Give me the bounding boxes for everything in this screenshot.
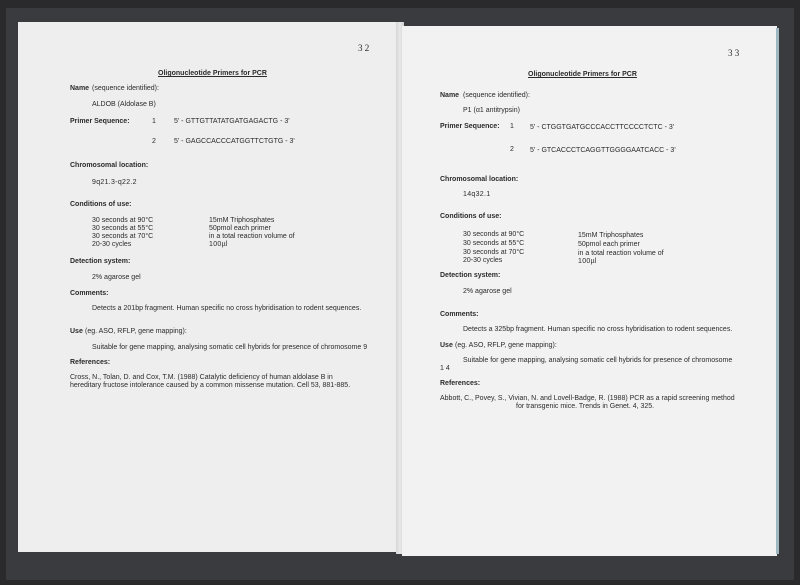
use-sub-label: (eg. ASO, RFLP, gene mapping): bbox=[85, 328, 187, 335]
name-value: P1 (α1 antitrypsin) bbox=[463, 107, 520, 114]
comments-label: Comments: bbox=[440, 311, 479, 318]
reference-line: Abbott, C., Povey, S., Vivian, N. and Lovell-Badge, R. (1988) PCR as a rapid screening method bbox=[440, 395, 735, 402]
detection-value: 2% agarose gel bbox=[463, 288, 512, 295]
use-sub-label: (eg. ASO, RFLP, gene mapping): bbox=[455, 342, 557, 349]
condition-right: in a total reaction volume of bbox=[578, 250, 664, 257]
conditions-label: Conditions of use: bbox=[440, 213, 502, 220]
left-page bbox=[18, 22, 398, 552]
condition-left: 30 seconds at 70°C bbox=[463, 249, 525, 256]
primer2-number: 2 bbox=[510, 146, 514, 153]
primer2-sequence: 5' - GTCACCCTCAGGTTGGGGAATCACC - 3' bbox=[530, 147, 676, 154]
page-number: 3 2 bbox=[358, 43, 370, 53]
use-label: Use bbox=[70, 328, 83, 335]
condition-left: 30 seconds at 90°C bbox=[92, 217, 154, 224]
page-number: 3 3 bbox=[728, 48, 740, 58]
comments-label: Comments: bbox=[70, 290, 109, 297]
condition-left: 30 seconds at 90°C bbox=[463, 231, 525, 238]
primer1-number: 1 bbox=[510, 123, 514, 130]
condition-left: 30 seconds at 55°C bbox=[92, 225, 154, 232]
detection-label: Detection system: bbox=[70, 258, 131, 265]
chromosomal-location-label: Chromosomal location: bbox=[70, 162, 149, 169]
reference-line: for transgenic mice. Trends in Genet. 4, 325. bbox=[516, 403, 655, 410]
primer1-number: 1 bbox=[152, 118, 156, 125]
primer1-sequence: 5' - CTGGTGATGCCCACCTTCCCCTCTC - 3' bbox=[530, 124, 675, 131]
condition-right: 100µl bbox=[578, 258, 597, 265]
reference-line: Cross, N., Tolan, D. and Cox, T.M. (1988) Catalytic deficiency of human aldolase B in bbox=[70, 374, 333, 381]
condition-left: 30 seconds at 70°C bbox=[92, 233, 154, 240]
condition-left: 30 seconds at 55°C bbox=[463, 240, 525, 247]
conditions-label: Conditions of use: bbox=[70, 201, 132, 208]
detection-value: 2% agarose gel bbox=[92, 274, 141, 281]
detection-label: Detection system: bbox=[440, 272, 501, 279]
name-sub-label: (sequence identified): bbox=[92, 85, 159, 92]
condition-left: 20-30 cycles bbox=[463, 257, 503, 264]
condition-right: 15mM Triphosphates bbox=[578, 232, 644, 239]
chromosomal-location-label: Chromosomal location: bbox=[440, 176, 519, 183]
name-label: Name bbox=[440, 92, 460, 99]
reference-line: hereditary fructose intolerance caused by a common missense mutation. Cell 53, 881-885. bbox=[70, 382, 351, 389]
condition-right: 15mM Triphosphates bbox=[209, 217, 275, 224]
chromosomal-location-value: 14q32.1 bbox=[463, 191, 491, 198]
use-value: Suitable for gene mapping, analysing somatic cell hybrids for presence of chromosome bbox=[463, 357, 733, 364]
condition-right: 100µl bbox=[209, 241, 228, 248]
name-sub-label: (sequence identified): bbox=[463, 92, 530, 99]
page-title: Oligonucleotide Primers for PCR bbox=[528, 71, 637, 78]
name-label: Name bbox=[70, 85, 90, 92]
references-label: References: bbox=[70, 359, 111, 366]
use-value-continued: 1 4 bbox=[440, 365, 450, 372]
right-page bbox=[402, 26, 777, 556]
primer1-sequence: 5' - GTTGTTATATGATGAGACTG - 3' bbox=[174, 118, 290, 125]
comments-value: Detects a 325bp fragment. Human specific no cross hybridisation to rodent sequences. bbox=[463, 326, 733, 333]
references-label: References: bbox=[440, 380, 481, 387]
condition-right: in a total reaction volume of bbox=[209, 233, 295, 240]
name-value: ALDOB (Aldolase B) bbox=[92, 101, 156, 108]
primer-label: Primer Sequence: bbox=[440, 123, 500, 130]
condition-right: 50pmol each primer bbox=[209, 225, 271, 232]
primer2-sequence: 5' - GAGCCACCCATGGTTCTGTG - 3' bbox=[174, 138, 295, 145]
primer2-number: 2 bbox=[152, 138, 156, 145]
page-title: Oligonucleotide Primers for PCR bbox=[158, 70, 267, 77]
chromosomal-location-value: 9q21.3-q22.2 bbox=[92, 179, 137, 186]
use-value: Suitable for gene mapping, analysing somatic cell hybrids for presence of chromosome 9 bbox=[92, 344, 368, 351]
condition-left: 20-30 cycles bbox=[92, 241, 132, 248]
condition-right: 50pmol each primer bbox=[578, 241, 640, 248]
page-edge bbox=[776, 28, 779, 554]
comments-value: Detects a 201bp fragment. Human specific no cross hybridisation to rodent sequences. bbox=[92, 305, 362, 312]
use-label: Use bbox=[440, 342, 453, 349]
primer-label: Primer Sequence: bbox=[70, 118, 130, 125]
